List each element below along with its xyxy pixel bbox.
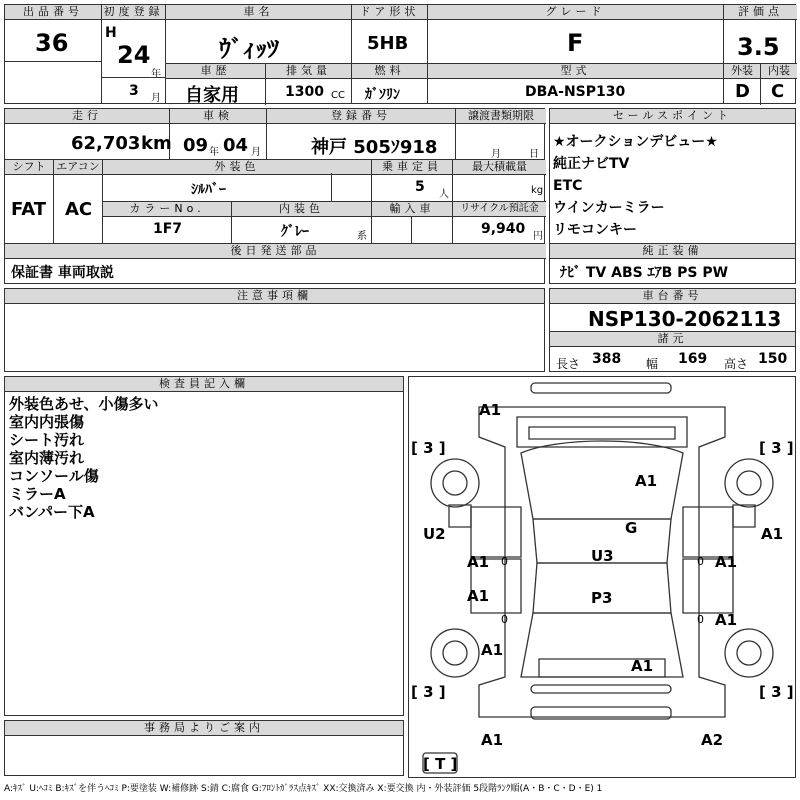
door-value: 5HB — [367, 33, 409, 54]
mark-windshield: G — [625, 519, 638, 537]
max-load-header: 最大積載量 — [453, 160, 546, 175]
inspector-note: シート汚れ — [9, 431, 85, 449]
exterior-grade-value: D — [735, 81, 750, 102]
capacity-value: 5 — [415, 179, 425, 195]
int-color-unit: 系 — [357, 231, 367, 242]
vehicle-header-block — [4, 4, 796, 104]
recycle-value: 9,940 — [481, 221, 526, 237]
model-code-value: DBA-NSP130 — [525, 84, 626, 100]
exterior-header: 外装 — [724, 64, 760, 79]
mileage-unit: km — [141, 133, 172, 154]
int-color-header: 内装色 — [232, 202, 371, 217]
sales-point-item: ウインカーミラー — [553, 200, 665, 216]
cc-unit: CC — [331, 90, 345, 101]
mark-left-front-door: A1 — [467, 553, 490, 571]
specs-header: 諸元 — [550, 332, 795, 347]
score-value: 3.5 — [737, 33, 780, 61]
spare-tire-mark: [ T ] — [423, 755, 458, 773]
first-reg-header: 初度登録 — [103, 5, 164, 18]
interior-grade-value: C — [771, 81, 785, 102]
tire-front-left: [ 3 ] — [411, 439, 446, 457]
inspector-note: バンパー下A — [9, 503, 95, 521]
door-mark: 0 — [501, 555, 508, 568]
inspection-header: 車検 — [170, 109, 266, 124]
recycle-header: リサイクル預託金 — [453, 202, 546, 217]
door-mark: 0 — [697, 555, 704, 568]
shift-header: シフト — [5, 160, 53, 175]
inspector-note: ミラーA — [9, 485, 66, 503]
year-value: 24 — [117, 41, 151, 69]
era-value: H — [105, 25, 117, 41]
color-no-value: 1F7 — [153, 221, 183, 237]
capacity-unit: 人 — [439, 189, 449, 200]
deadline-day-unit: 日 — [529, 149, 539, 160]
mark-trunk: A1 — [631, 657, 654, 675]
mark-right-front-door: A1 — [715, 553, 738, 571]
history-header: 車歴 — [166, 64, 265, 79]
mark-rear-roof: P3 — [591, 589, 613, 607]
shift-value: FAT — [11, 199, 47, 220]
ext-color-header: 外装色 — [103, 160, 371, 175]
mark-left-fender: U2 — [423, 525, 446, 543]
aircon-value: AC — [65, 199, 93, 220]
reg-no-value: 神戸 505ｿ918 — [311, 137, 438, 158]
insp-year-value: 09 — [183, 135, 209, 156]
recycle-unit: 円 — [533, 231, 543, 242]
insp-month-unit: 月 — [251, 147, 261, 158]
inspector-notes-block — [4, 376, 404, 716]
length-label: 長さ — [556, 357, 581, 371]
tire-rear-left: [ 3 ] — [411, 683, 446, 701]
height-value: 150 — [758, 351, 788, 367]
mark-left-rear-door: A1 — [467, 587, 490, 605]
fuel-header: 燃料 — [352, 64, 427, 79]
door-mark: 0 — [697, 613, 704, 626]
mark-right-fender: A1 — [761, 525, 784, 543]
sales-point-item: ★オークションデビュー★ — [553, 134, 718, 150]
interior-header: 内装 — [761, 64, 797, 79]
capacity-header: 乗車定員 — [372, 160, 452, 175]
transfer-deadline-header: 譲渡書類期限 — [456, 109, 546, 124]
score-header: 評価点 — [724, 5, 797, 20]
tire-rear-right: [ 3 ] — [759, 683, 794, 701]
equipment-value: ﾅﾋﾞ TV ABS ｴｱB PS PW — [560, 265, 729, 281]
month-unit: 月 — [151, 93, 161, 104]
car-name-header: 車名 — [166, 5, 351, 20]
cautions-header: 注意事項欄 — [5, 289, 544, 304]
door-mark: 0 — [501, 613, 508, 626]
door-header: ドア形状 — [352, 5, 427, 20]
damage-diagram — [408, 376, 796, 778]
grade-value: F — [567, 29, 584, 57]
insp-year-unit: 年 — [209, 147, 219, 158]
inspector-note: 室内内張傷 — [9, 413, 85, 431]
chassis-block — [549, 288, 796, 372]
ext-color-value: ｼﾙﾊﾞｰ — [191, 182, 226, 198]
tire-front-right: [ 3 ] — [759, 439, 794, 457]
length-value: 388 — [592, 351, 622, 367]
later-items-value: 保証書 車両取説 — [11, 265, 114, 281]
inspector-notes-header: 検査員記入欄 — [5, 377, 403, 392]
sales-point-item: 純正ナビTV — [553, 156, 630, 172]
sales-points-header: セールスポイント — [550, 109, 795, 124]
import-header: 輸入車 — [372, 202, 452, 217]
fuel-value: ｶﾞｿﾘﾝ — [365, 87, 400, 103]
equipment-header: 純正装備 — [550, 244, 795, 259]
mark-front-left: A1 — [479, 401, 502, 419]
mark-right-rear-door: A1 — [715, 611, 738, 629]
car-name-value: ｳﾞｨｯﾂ — [219, 35, 279, 63]
inspector-note: 外装色あせ、小傷多い — [9, 395, 159, 413]
chassis-header: 車台番号 — [550, 289, 795, 304]
mileage-value: 62,703 — [71, 133, 141, 154]
mileage-header: 走行 — [5, 109, 169, 124]
office-notes-header: 事務局よりご案内 — [5, 721, 403, 736]
sales-point-item: ETC — [553, 178, 583, 194]
mark-rear-left: A1 — [481, 731, 504, 749]
cautions-block — [4, 288, 545, 372]
lot-no-value: 36 — [35, 29, 69, 57]
width-value: 169 — [678, 351, 708, 367]
reg-no-header: 登録番号 — [267, 109, 455, 124]
chassis-no-value: NSP130-2062113 — [588, 307, 782, 331]
inspector-note: 室内薄汚れ — [9, 449, 85, 467]
mark-rear-right: A2 — [701, 731, 724, 749]
office-notes-block — [4, 720, 404, 776]
sales-point-item: リモコンキー — [553, 222, 637, 238]
mark-left-quarter: A1 — [481, 641, 504, 659]
legend-text: A:ｷｽﾞ U:ﾍｺﾐ B:ｷｽﾞを伴うﾍｺﾐ P:要塗装 W:補修跡 S:錆 C:腐食 G:ﾌﾛﾝﾄｶﾞﾗｽ点ｷｽﾞ XX:交換済み X:要交換 内・外装評価 5段階ﾗﾝｸ順(A・B・C・D・E) 1 — [4, 784, 603, 794]
deadline-month-unit: 月 — [491, 149, 501, 160]
insp-month-value: 04 — [223, 135, 249, 156]
sales-points-block — [549, 108, 796, 284]
mark-roof: U3 — [591, 547, 614, 565]
color-no-header: カラーNo. — [103, 202, 231, 217]
inspector-note: コンソール傷 — [9, 467, 99, 485]
car-outline — [409, 377, 795, 777]
grade-header: グレード — [428, 5, 723, 20]
year-unit: 年 — [151, 69, 161, 80]
model-code-header: 型式 — [428, 64, 723, 79]
vehicle-detail-block — [4, 108, 545, 284]
int-color-value: ｸﾞﾚｰ — [281, 224, 309, 240]
displacement-header: 排気量 — [266, 64, 351, 79]
mark-bonnet: A1 — [635, 472, 658, 490]
max-load-unit: kg — [531, 185, 544, 196]
history-value: 自家用 — [185, 85, 239, 106]
aircon-header: エアコン — [54, 160, 102, 175]
height-label: 高さ — [724, 357, 749, 371]
lot-no-header: 出品番号 — [5, 5, 101, 20]
width-label: 幅 — [646, 357, 659, 371]
displacement-value: 1300 — [285, 84, 324, 100]
later-items-header: 後日発送部品 — [5, 244, 546, 259]
month-value: 3 — [129, 83, 139, 99]
